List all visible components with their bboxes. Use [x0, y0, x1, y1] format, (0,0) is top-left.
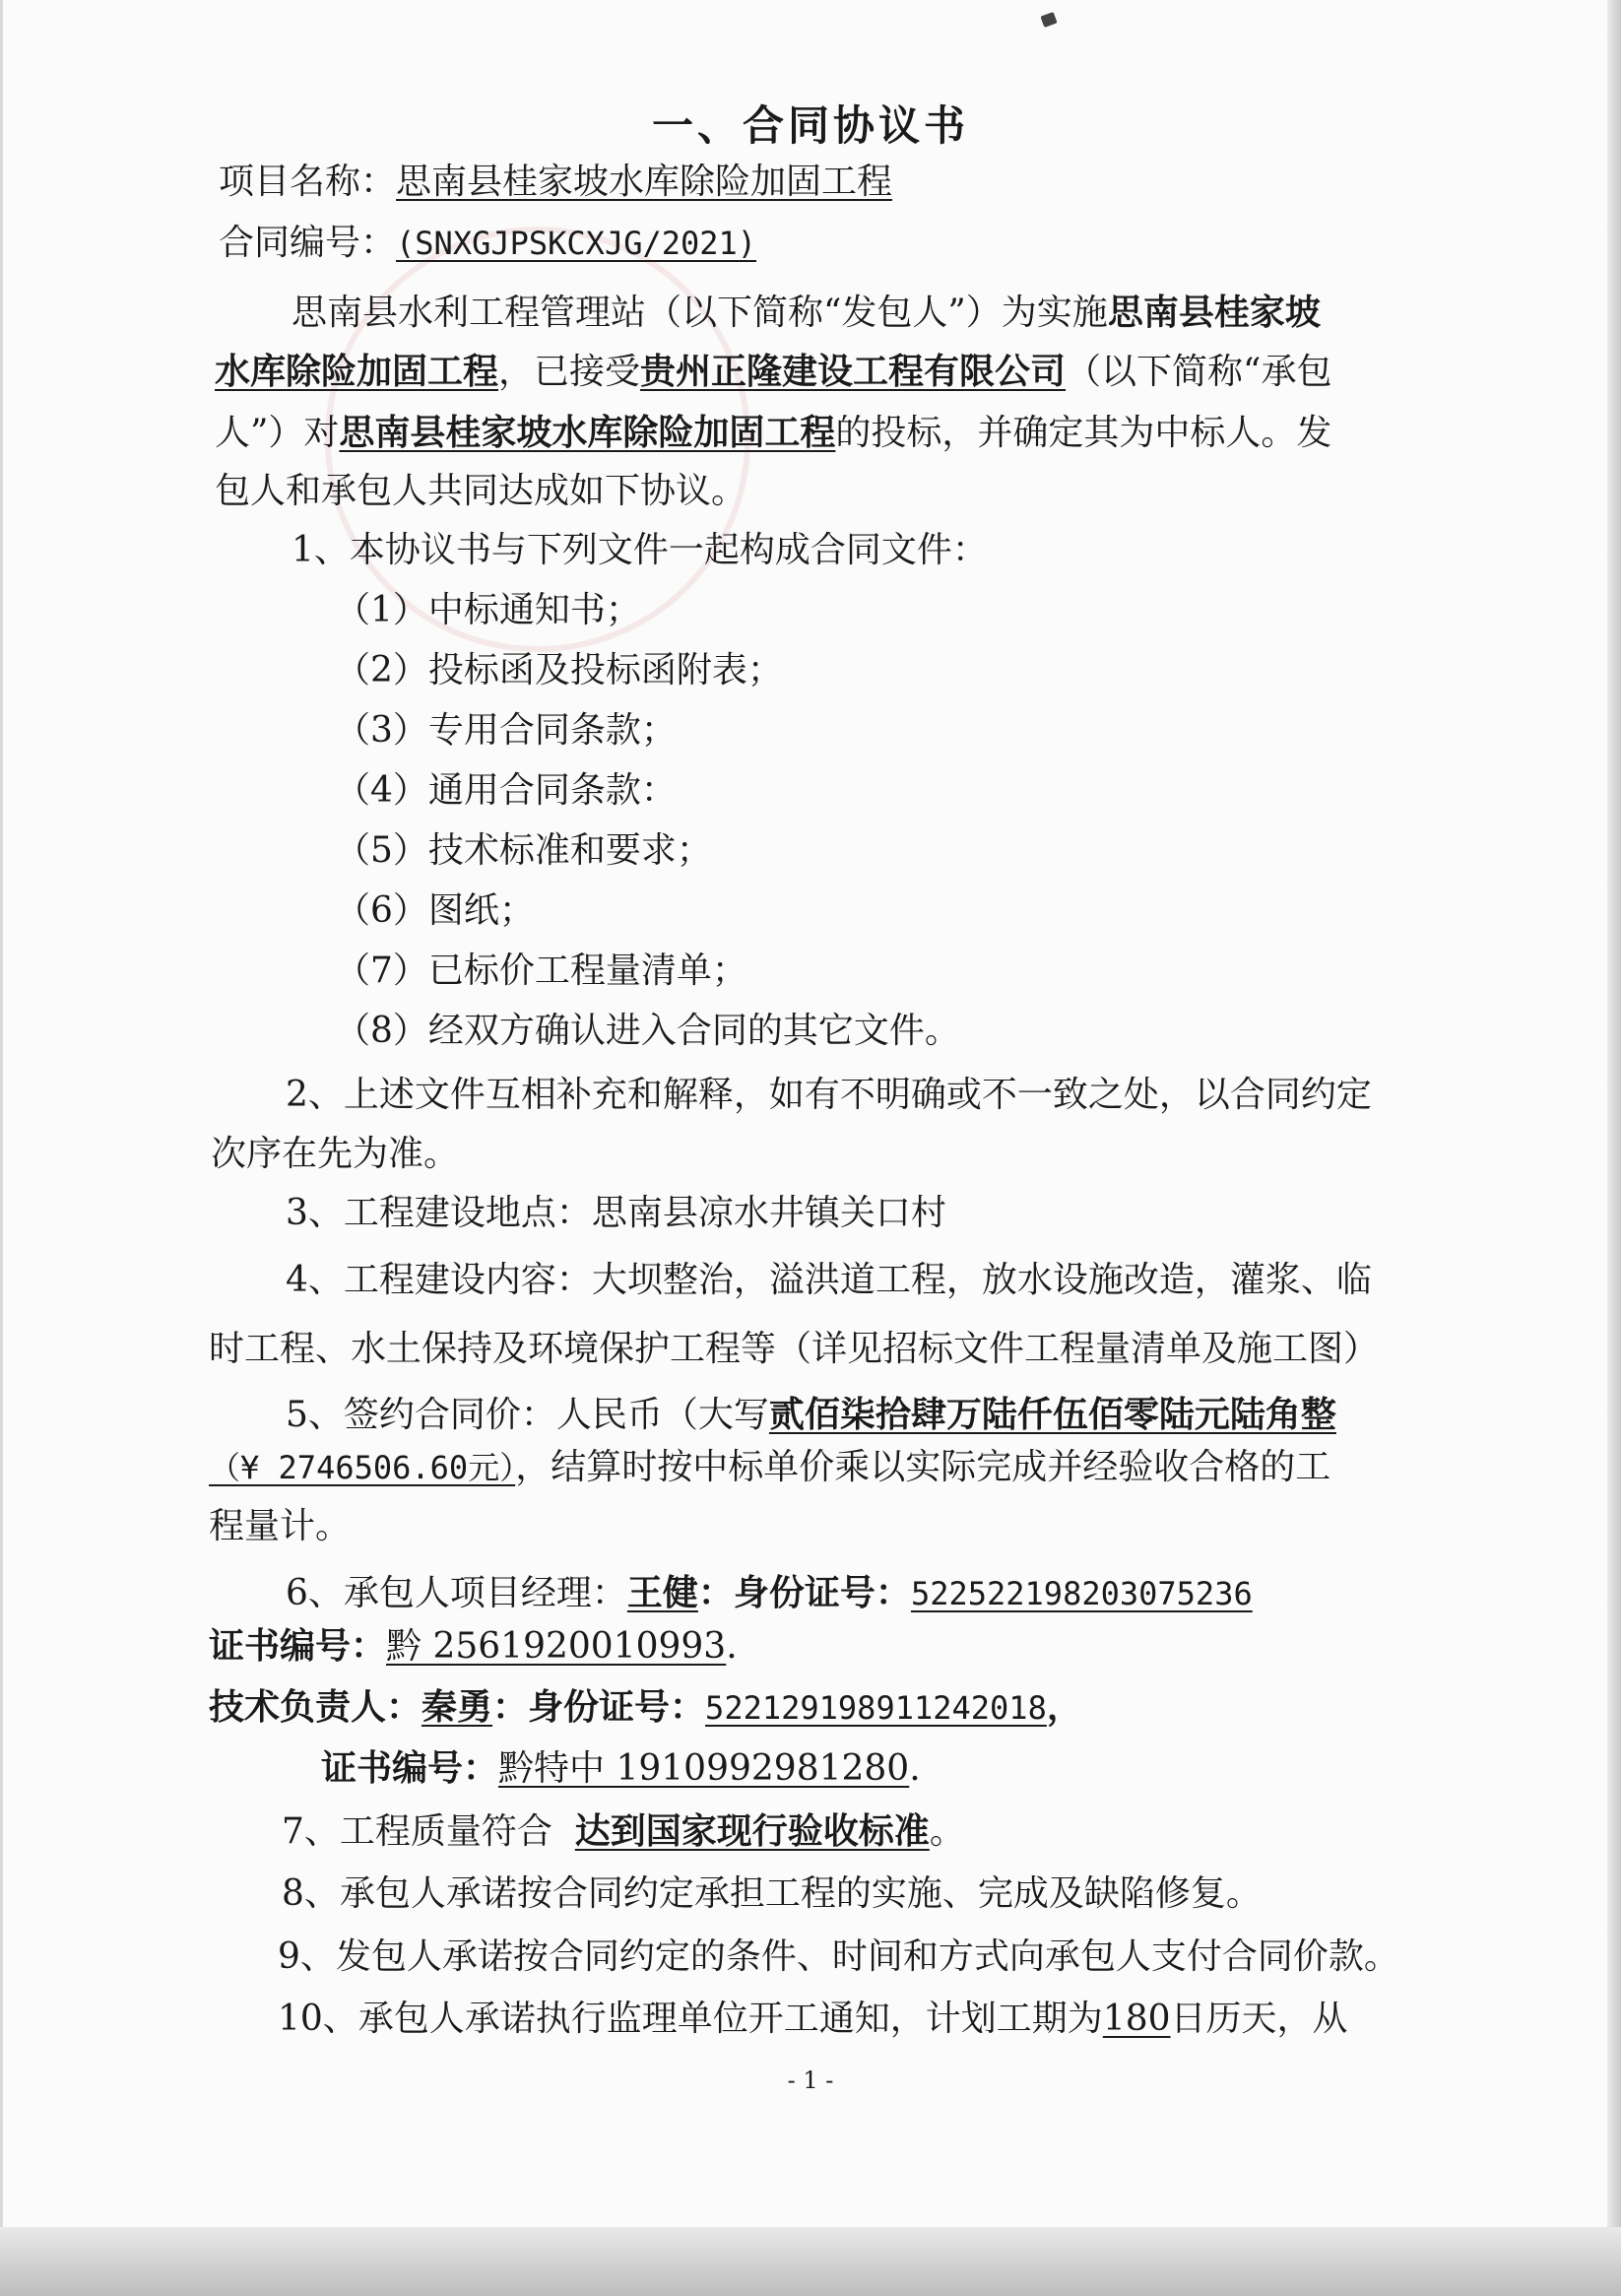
pm-id-number: 522522198203075236 — [910, 1575, 1253, 1612]
doc-list-item: （8）经双方确认进入合同的其它文件。 — [335, 1011, 960, 1051]
tech-id-label: ：身份证号： — [492, 1686, 706, 1728]
item-5-text: 5、签约合同价：人民币（大写 — [286, 1395, 769, 1435]
doc-list-item: （1）中标通知书； — [335, 590, 641, 630]
tech-name: 秦勇 — [421, 1686, 493, 1728]
pm-name: 王健 — [626, 1572, 698, 1613]
item-6-line — [286, 1568, 1253, 1618]
item-5-text-2: ，结算时按中标单价乘以实际完成并经验收合格的工 — [515, 1447, 1331, 1487]
item-10 — [278, 1995, 1348, 2044]
intro-line-2 — [215, 347, 1331, 397]
item-3: 3、工程建设地点：思南县凉水井镇关口村 — [286, 1193, 946, 1233]
item-7-end: 。 — [929, 1811, 965, 1852]
item-9: 9、发包人承诺按合同约定的条件、时间和方式向承包人支付合同价款。 — [278, 1936, 1399, 1977]
contract-amount-number: （¥ 2746506.60元） — [209, 1449, 516, 1486]
intro-text-4: 人”）对 — [215, 413, 340, 453]
intro-line-3 — [215, 408, 1331, 458]
page-number: - 1 - — [787, 2066, 834, 2094]
item-7-text: 7、工程质量符合 — [282, 1811, 552, 1852]
item-1: 1、本协议书与下列文件一起构成合同文件： — [292, 530, 988, 570]
item-7 — [282, 1806, 965, 1857]
document-title: 一、合同协议书 — [651, 101, 969, 150]
item-8: 8、承包人承诺按合同约定承担工程的实施、完成及缺陷修复。 — [282, 1873, 1262, 1914]
doc-list-item: （3）专用合同条款； — [335, 710, 677, 751]
tech-label: 技术负责人： — [209, 1686, 422, 1728]
pm-cert-line — [209, 1621, 738, 1672]
intro-contractor: 贵州正隆建设工程有限公司 — [640, 351, 1067, 392]
binding-hole — [1270, 2265, 1322, 2296]
doc-list-item: （2）投标函及投标函附表； — [335, 650, 783, 690]
pm-cert-period: . — [726, 1626, 738, 1667]
item-10-text: 10、承包人承诺执行监理单位开工通知，计划工期为 — [278, 1999, 1103, 2039]
pm-cert-number: 黔 2561920010993 — [386, 1626, 727, 1667]
item-5-line-1 — [286, 1390, 1336, 1440]
contract-no: (SNXGJPSKCXJG/2021) — [396, 225, 757, 262]
tech-lead-line — [209, 1682, 1082, 1733]
intro-project-3: 思南县桂家坡水库除险加固工程 — [339, 412, 836, 453]
item-4-line-2: 时工程、水土保持及环境保护工程等（详见招标文件工程量清单及施工图） — [209, 1329, 1380, 1369]
tech-cert-number: 黔特中 1910992981280 — [498, 1748, 910, 1789]
intro-line-1 — [292, 288, 1321, 338]
tech-id-number: 522129198911242018 — [705, 1689, 1047, 1727]
quality-standard: 达到国家现行验收标准 — [574, 1810, 930, 1852]
contract-number-line — [219, 219, 756, 268]
intro-project-1: 思南县桂家坡 — [1107, 292, 1321, 333]
item-5-line-2 — [209, 1443, 1330, 1492]
tech-comma: ， — [1046, 1686, 1082, 1728]
scan-speck — [1040, 12, 1057, 28]
doc-list-item: （6）图纸； — [335, 890, 535, 931]
intro-text-1: 思南县水利工程管理站（以下简称“发包人”）为实施 — [292, 293, 1108, 333]
project-label: 项目名称： — [219, 162, 397, 202]
tech-cert-period: . — [909, 1748, 921, 1789]
project-name: 思南县桂家坡水库除险加固工程 — [396, 162, 893, 202]
pm-cert-label: 证书编号： — [209, 1625, 387, 1667]
intro-text-3: （以下简称“承包 — [1066, 352, 1332, 392]
item-2-line-2: 次序在先为准。 — [211, 1134, 460, 1174]
project-name-line — [219, 158, 892, 207]
doc-list-item: （4）通用合同条款： — [335, 770, 677, 811]
doc-list-item: （5）技术标准和要求； — [335, 830, 712, 871]
pm-id-label: ：身份证号： — [697, 1572, 911, 1613]
contract-no-label: 合同编号： — [219, 223, 397, 263]
scan-edge-shadow — [1607, 0, 1621, 2296]
intro-text-5: 的投标，并确定其为中标人。发 — [835, 413, 1332, 453]
pm-label: 6、承包人项目经理： — [286, 1573, 627, 1613]
item-5-line-3: 程量计。 — [209, 1506, 352, 1546]
item-4-line-1: 4、工程建设内容：大坝整治，溢洪道工程，放水设施改造，灌浆、临 — [286, 1260, 1372, 1300]
item-10-end: 日历天，从 — [1170, 1999, 1348, 2039]
intro-project-2: 水库除险加固工程 — [215, 351, 499, 392]
construction-days: 180 — [1102, 1999, 1171, 2039]
doc-list-item: （7）已标价工程量清单； — [335, 951, 747, 991]
tech-cert-line — [321, 1743, 921, 1794]
tech-cert-label: 证书编号： — [321, 1747, 499, 1789]
item-2-line-1: 2、上述文件互相补充和解释，如有不明确或不一致之处，以合同约定 — [286, 1075, 1372, 1115]
intro-text-2: ，已接受 — [498, 352, 641, 392]
contract-amount-words: 贰佰柒拾肆万陆仟伍佰零陆元陆角整 — [768, 1394, 1336, 1435]
intro-line-4: 包人和承包人共同达成如下协议。 — [215, 471, 747, 511]
